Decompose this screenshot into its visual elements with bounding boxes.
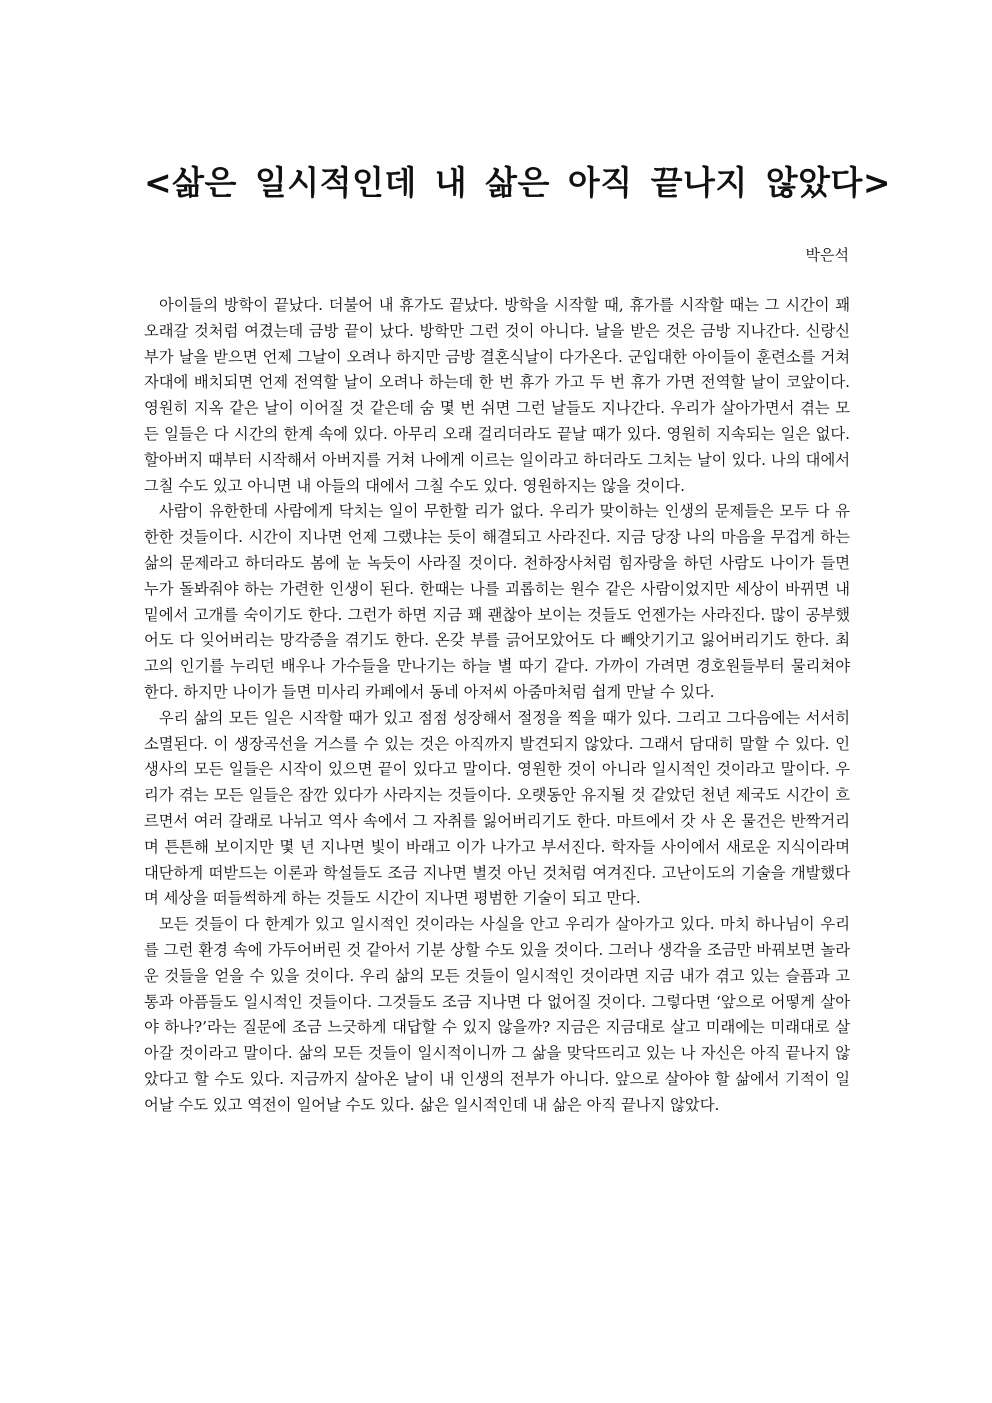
paragraph-3: 우리 삶의 모든 일은 시작할 때가 있고 점점 성장해서 절정을 찍을 때가 있다. 그리고 그다음에는 서서히 소멸된다. 이 생장곡선을 거스를 수 있는 것은 아직까지 발견되지 않았다. 그래서 담대히 말할 수 있다. 인생사의 모든 일들은 시작이 있으면 끝이 있다고 말이다. 영원한 것이 아니라 일시적인 것이라고 말이다. 우리가 겪는 모든 일들은 잠깐 있다가 사라지는 것들이다. 오랫동안 유지될 것 같았던 천년 제국도 시간이 흐르면서 여러 갈래로 나뉘고 역사 속에서 그 자취를 잃어버리기도 한다. 마트에서 갓 사 온 물건은 반짝거리며 튼튼해 보이지만 몇 년 지나면 빛이 바래고 이가 나가고 부서진다. 학자들 사이에서 새로운 지식이라며 대단하게 떠받드는 이론과 학설들도 조금 지나면 별것 아닌 것처럼 여겨진다. 고난이도의 기술을 개발했다며 세상을 떠들썩하게 하는 것들도 시간이 지나면 평범한 기술이 되고 만다. xyxy=(144,708,850,908)
paragraph-2: 사람이 유한한데 사람에게 닥치는 일이 무한할 리가 없다. 우리가 맞이하는 인생의 문제들은 모두 다 유한한 것들이다. 시간이 지나면 언제 그랬냐는 듯이 해결되고 사라진다. 지금 당장 나의 마음을 무겁게 하는 삶의 문제라고 하더라도 봄에 눈 녹듯이 사라질 것이다. 천하장사처럼 힘자랑을 하던 사람도 나이가 들면 누가 돌봐줘야 하는 가련한 인생이 된다. 한때는 나를 괴롭히는 원수 같은 사람이었지만 세상이 바뀌면 내 밑에서 고개를 숙이기도 한다. 그런가 하면 지금 꽤 괜찮아 보이는 것들도 언젠가는 사라진다. 많이 공부했어도 다 잊어버리는 망각증을 겪기도 한다. 온갖 부를 긁어모았어도 다 빼앗기기고 잃어버리기도 한다. 최고의 인기를 누리던 배우나 가수들을 만나기는 하늘 별 따기 같다. 가까이 가려면 경호원들부터 물리쳐야 한다. 하지만 나이가 들면 미사리 카페에서 동네 아저씨 아줌마처럼 쉽게 만날 수 있다. xyxy=(144,502,850,701)
document-title: <삶은 일시적인데 내 삶은 아직 끝나지 않았다> xyxy=(144,163,892,202)
paragraph-4: 모든 것들이 다 한계가 있고 일시적인 것이라는 사실을 안고 우리가 살아가고 있다. 마치 하나님이 우리를 그런 환경 속에 가두어버린 것 같아서 기분 상할 수도 있을 것이다. 그러나 생각을 조금만 바꿔보면 놀라운 것들을 얻을 수 있을 것이다. 우리 삶의 모든 것들이 일시적인 것이라면 지금 내가 겪고 있는 슬픔과 고통과 아픔들도 일시적인 것들이다. 그것들도 조금 지나면 다 없어질 것이다. 그렇다면 ‘앞으로 어떻게 살아야 하나?’라는 질문에 조금 느긋하게 대답할 수 있지 않을까? 지금은 지금대로 살고 미래에는 미래대로 살아갈 것이라고 말이다. 삶의 모든 것들이 일시적이니까 그 삶을 맞닥뜨리고 있는 나 자신은 아직 끝나지 않았다고 할 수도 있다. 지금까지 살아온 날이 내 인생의 전부가 아니다. 앞으로 살아야 할 삶에서 기적이 일어날 수도 있고 역전이 일어날 수도 있다. 삶은 일시적인데 내 삶은 아직 끝나지 않았다. xyxy=(144,915,850,1114)
paragraph-1: 아이들의 방학이 끝났다. 더불어 내 휴가도 끝났다. 방학을 시작할 때, 휴가를 시작할 때는 그 시간이 꽤 오래갈 것처럼 여겼는데 금방 끝이 났다. 방학만 그런 것이 아니다. 날을 받은 것은 금방 지나간다. 신랑신부가 날을 받으면 언제 그날이 오려나 하지만 금방 결혼식날이 다가온다. 군입대한 아이들이 훈련소를 거쳐 자대에 배치되면 언제 전역할 날이 오려나 하는데 한 번 휴가 가고 두 번 휴가 가면 전역할 날이 코앞이다. 영원히 지옥 같은 날이 이어질 것 같은데 숨 몇 번 쉬면 그런 날들도 지나간다. 우리가 살아가면서 겪는 모든 일들은 다 시간의 한계 속에 있다. 아무리 오래 걸리더라도 끝날 때가 있다. 영원히 지속되는 일은 없다. 할아버지 때부터 시작해서 아버지를 거쳐 나에게 이르는 일이라고 하더라도 그치는 날이 있다. 나의 대에서 그칠 수도 있고 아니면 내 아들의 대에서 그칠 수도 있다. 영원하지는 않을 것이다. xyxy=(144,296,850,495)
document-body xyxy=(144,293,850,1119)
author-name: 박은석 xyxy=(805,246,849,264)
